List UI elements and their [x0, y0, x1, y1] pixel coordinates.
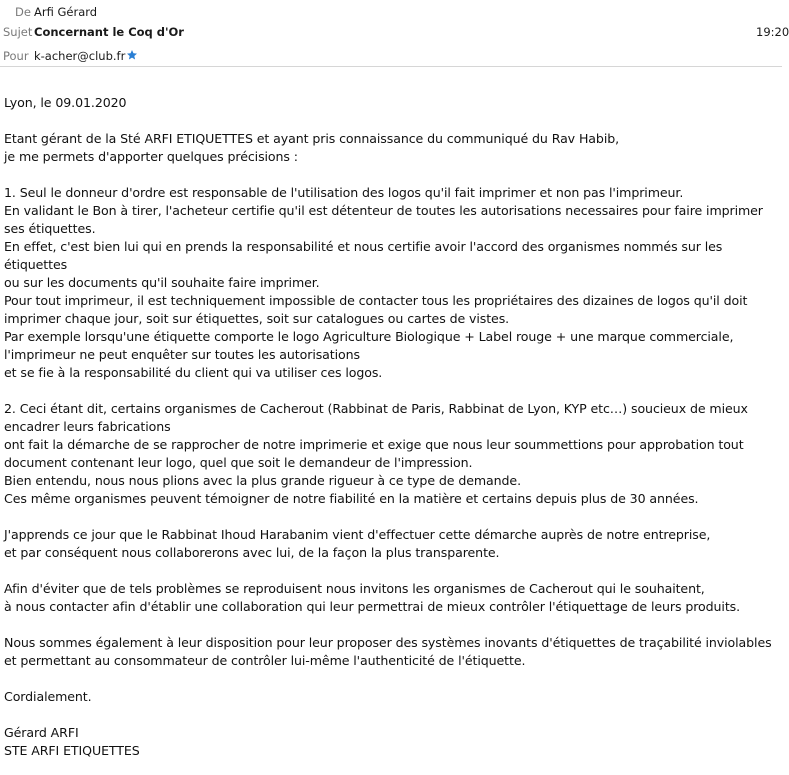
text-line: et se fie à la responsabilité du client qui va utiliser ces logos.	[4, 365, 383, 380]
text-line: et permettant au consommateur de contrôler lui-même l'authenticité de l'étiquette.	[4, 653, 526, 668]
text-line: Afin d'éviter que de tels problèmes se reproduisent nous invitons les organismes de Cacherout qui le souhaitent,	[4, 581, 705, 596]
signature-name: Gérard ARFI	[4, 725, 79, 740]
message-time: 19:20	[756, 25, 789, 39]
date-line: Lyon, le 09.01.2020	[4, 95, 127, 110]
text-line: ou sur les documents qu'il souhaite faire imprimer.	[4, 275, 320, 290]
text-line: ont fait la démarche de se rapprocher de notre imprimerie et exige que nous leur soummettions pour approbation tout	[4, 437, 744, 452]
text-line: à nous contacter afin d'établir une collaboration qui leur permettrai de mieux contrôler l'étiquettage de leurs produits.	[4, 599, 741, 614]
paragraph-3	[4, 526, 780, 562]
closing-line: Cordialement.	[4, 689, 92, 704]
text-line: l'imprimeur ne peut enquêter sur toutes les autorisations	[4, 347, 360, 362]
text-line: 2. Ceci étant dit, certains organismes de Cacherout (Rabbinat de Paris, Rabbinat de Lyon, KYP etc…) soucieux de mieux	[4, 401, 748, 416]
from-value[interactable]: Arfi Gérard	[34, 5, 98, 19]
text-line: J'apprends ce jour que le Rabbinat Ihoud Harabanim vient d'effectuer cette démarche auprès de notre entreprise,	[4, 527, 711, 542]
text-line: Nous sommes également à leur disposition pour leur proposer des systèmes inovants d'étiquettes de traçabilité inviolables	[4, 635, 772, 650]
subject-value: Concernant le Coq d'Or	[34, 25, 184, 39]
text-line: En effet, c'est bien lui qui en prends la responsabilité et nous certifie avoir l'accord des organismes nommés sur les	[4, 239, 723, 254]
text-line: et par conséquent nous collaborerons avec lui, de la façon la plus transparente.	[4, 545, 500, 560]
text-line: 1. Seul le donneur d'ordre est responsable de l'utilisation des logos qu'il fait imprimer et non pas l'imprimeur.	[4, 185, 684, 200]
text-line: Etant gérant de la Sté ARFI ETIQUETTES et ayant pris connaissance du communiqué du Rav Habib,	[4, 131, 620, 146]
text-line: Ces même organismes peuvent témoigner de notre fiabilité en la matière et certains depuis plus de 30 années.	[4, 491, 699, 506]
text-line: Par exemple lorsqu'une étiquette comporte le logo Agriculture Biologique + Label rouge + une marque commerciale,	[4, 329, 734, 344]
intro-paragraph	[4, 130, 780, 166]
to-value[interactable]: k-acher@club.fr	[34, 49, 126, 63]
text-line: En validant le Bon à tirer, l'acheteur certifie qu'il est détenteur de toutes les autorisations necessaires pour faire imprimer	[4, 203, 763, 218]
star-icon[interactable]	[126, 49, 138, 61]
paragraph-4	[4, 580, 780, 616]
to-label: Pour	[3, 49, 29, 63]
signature-company: STE ARFI ETIQUETTES	[4, 743, 140, 758]
text-line: ses étiquettes.	[4, 221, 96, 236]
to-recipient[interactable]	[34, 47, 138, 65]
paragraph-5	[4, 634, 780, 670]
subject-label: Sujet	[3, 25, 33, 39]
text-line: Pour tout imprimeur, il est techniquement impossible de contacter tous les propriétaires des dizaines de logos qu'il doit	[4, 293, 748, 308]
text-line: Bien entendu, nous nous plions avec la plus grande rigueur à ce type de demande.	[4, 473, 521, 488]
point-1-paragraph	[4, 184, 780, 382]
text-line: je me permets d'apporter quelques précisions :	[4, 149, 298, 164]
text-line: imprimer chaque jour, soit sur étiquettes, soit sur catalogues ou cartes de vistes.	[4, 311, 510, 326]
point-2-paragraph	[4, 400, 780, 508]
message-header	[0, 0, 789, 67]
signature	[4, 724, 780, 760]
text-line: étiquettes	[4, 257, 68, 272]
message-body	[4, 94, 780, 760]
text-line: document contenant leur logo, quel que soit le demandeur de l'impression.	[4, 455, 473, 470]
from-label: De	[15, 5, 31, 19]
text-line: encadrer leurs fabrications	[4, 419, 171, 434]
